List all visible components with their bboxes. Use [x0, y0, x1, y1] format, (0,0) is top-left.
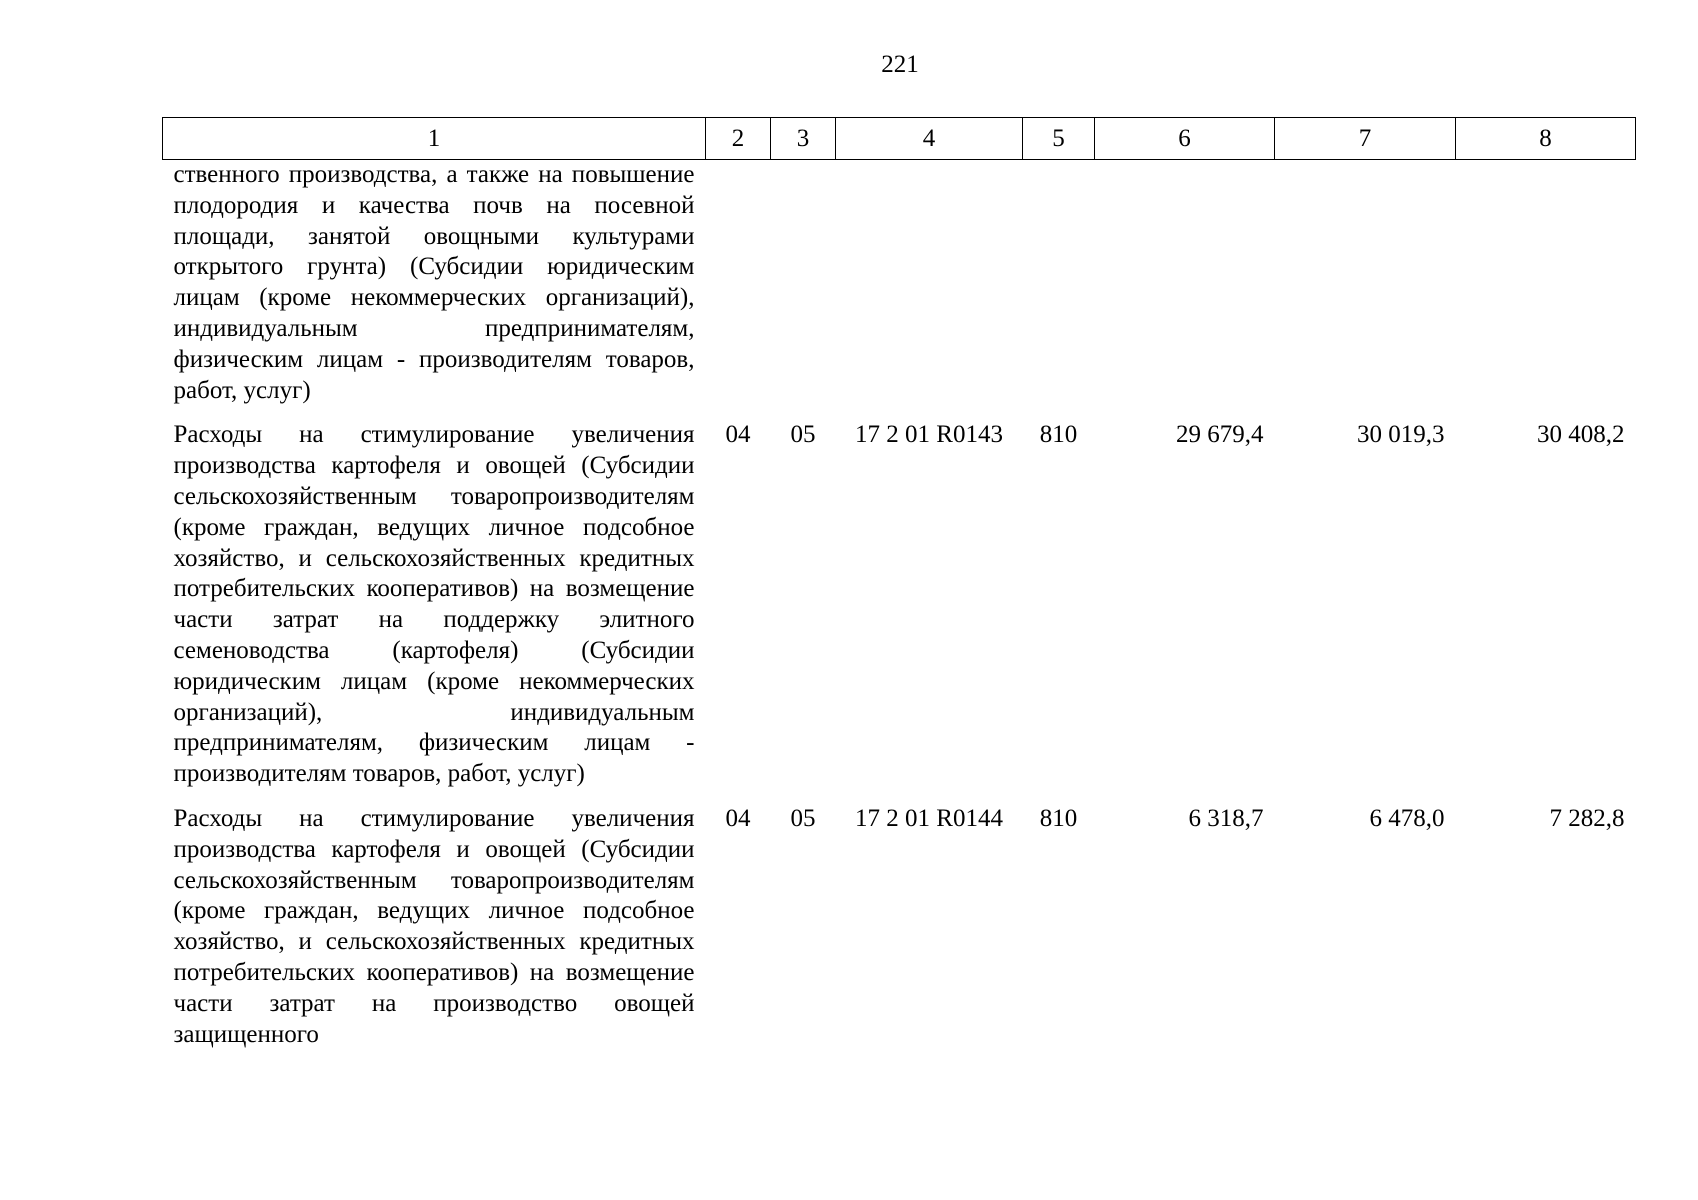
row-amount-year3: 7 282,8: [1549, 804, 1625, 832]
table-row-continuation: [163, 160, 1636, 407]
continuation-description: ственного производства, а также на повышение плодородия и качества почв на посевной площади, занятой овощными культурами открытого грунта) (Субсидии юридическим лицам (кроме некоммерческих организаций), индивидуальным предпринимателям, физическим лицам - производителям товаров, работ, услуг): [173, 161, 695, 404]
header-row: [163, 118, 1636, 160]
row-amount-year1: 6 318,7: [1188, 804, 1264, 832]
header-col-5: 5: [1023, 118, 1095, 160]
row-section: 04: [725, 804, 751, 832]
row-section: 04: [725, 421, 751, 449]
table-body: [163, 160, 1636, 1051]
table-row: [163, 804, 1636, 1050]
table-row: [163, 420, 1636, 790]
row-subsection: 05: [790, 804, 816, 832]
row-description: Расходы на стимулирование увеличения производства картофеля и овощей (Субсидии сельскохозяйственным товаропроизводителям (кроме граждан, ведущих личное подсобное хозяйство, и сельскохозяйственных кредитных потребительских кооперативов) на возмещение части затрат на производство овощей защищенного: [173, 804, 695, 1048]
row-expense-type: 810: [1039, 421, 1078, 449]
row-subsection: 05: [790, 421, 816, 449]
row-target-article: 17 2 01 R0144: [855, 804, 1003, 832]
row-amount-year1: 29 679,4: [1176, 421, 1264, 449]
table-header: [163, 118, 1636, 160]
row-amount-year2: 30 019,3: [1357, 421, 1445, 449]
header-col-7: 7: [1275, 118, 1456, 160]
header-col-6: 6: [1095, 118, 1275, 160]
row-amount-year2: 6 478,0: [1369, 804, 1445, 832]
header-col-1: 1: [163, 118, 706, 160]
row-amount-year3: 30 408,2: [1537, 421, 1625, 449]
row-expense-type: 810: [1039, 804, 1078, 832]
page-number: 221: [881, 51, 919, 78]
header-col-3: 3: [771, 118, 836, 160]
row-target-article: 17 2 01 R0143: [855, 421, 1003, 449]
row-description: Расходы на стимулирование увеличения производства картофеля и овощей (Субсидии сельскохозяйственным товаропроизводителям (кроме граждан, ведущих личное подсобное хозяйство, и сельскохозяйственных кредитных потребительских кооперативов) на возмещение части затрат на поддержку элитного семеноводства (картофеля) (Субсидии юридическим лицам (кроме некоммерческих организаций), индивидуальным предпринимателям, физическим лицам - производителям товаров, работ, услуг): [173, 421, 695, 788]
header-col-4: 4: [836, 118, 1023, 160]
budget-table: [162, 117, 1636, 1050]
header-col-2: 2: [706, 118, 771, 160]
header-col-8: 8: [1456, 118, 1636, 160]
